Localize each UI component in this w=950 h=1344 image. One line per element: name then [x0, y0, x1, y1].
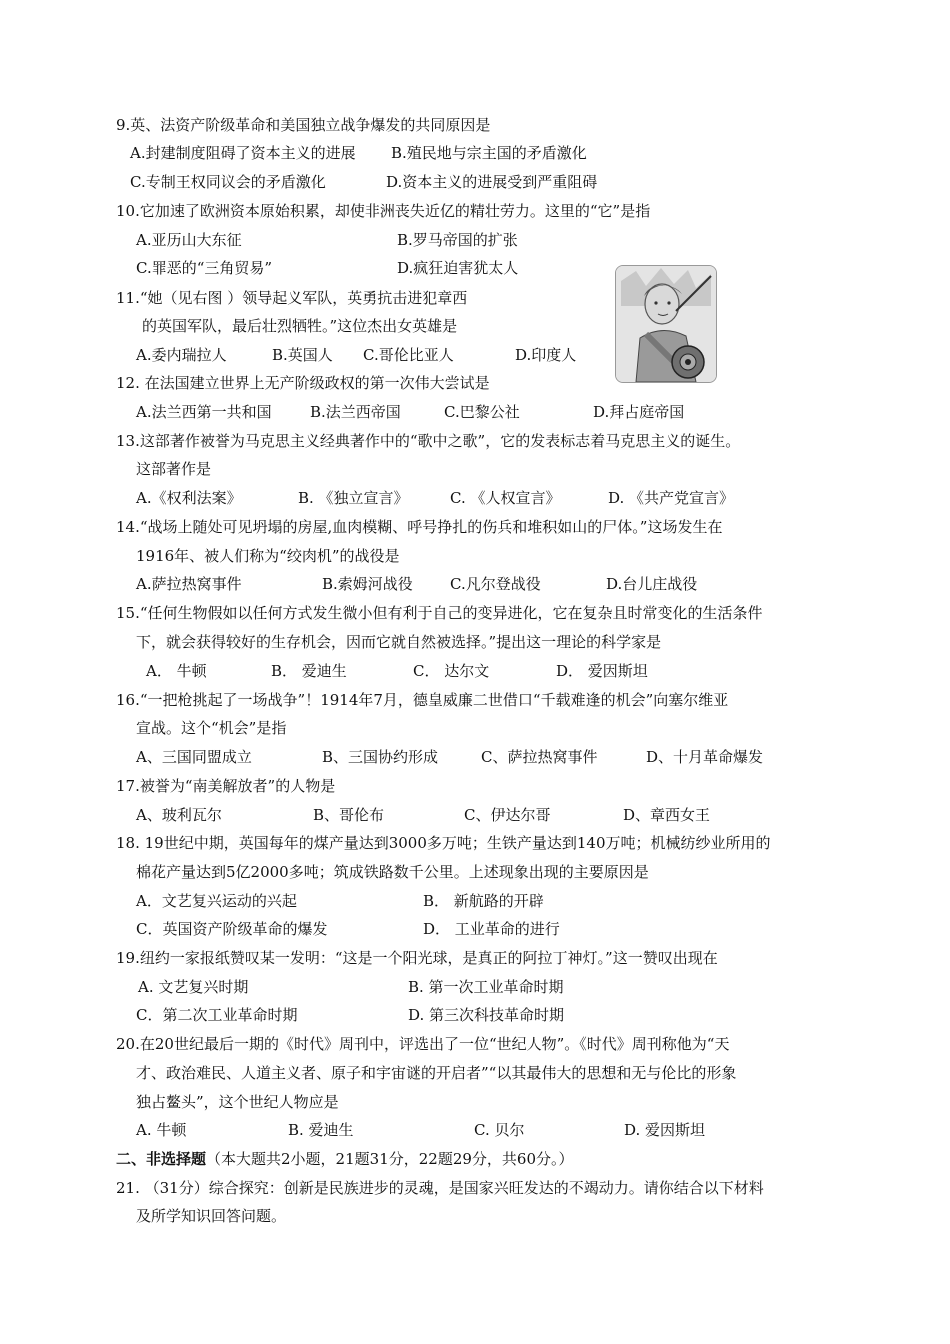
option-15-a: A． 牛顿	[146, 662, 207, 680]
option-20-b: B. 爱迪生	[288, 1121, 354, 1139]
option-13-a: A.《权利法案》	[136, 489, 242, 507]
option-20-c: C. 贝尔	[474, 1121, 525, 1139]
option-17-c: C、伊达尔哥	[464, 806, 551, 824]
option-12-a: A.法兰西第一共和国	[136, 403, 272, 421]
option-17-a: A、玻利瓦尔	[136, 806, 222, 824]
question-11-stem-line-1: 11.“她（见右图 ）领导起义军队，英勇抗击进犯章西	[116, 289, 468, 307]
question-10-stem: 10.它加速了欧洲资本原始积累，却使非洲丧失近亿的精壮劳力。这里的“它”是指	[116, 202, 651, 220]
option-17-b: B、哥伦布	[313, 806, 385, 824]
question-19-stem: 19.纽约一家报纸赞叹某一发明：“这是一个阳光球，是真正的阿拉丁神灯。”这一赞叹出现在	[116, 949, 718, 967]
portrait-drawing	[616, 266, 716, 382]
question-20-stem-line-2: 才、政治难民、人道主义者、原子和宇宙谜的开启者”“以其最伟大的思想和无与伦比的形象	[136, 1064, 737, 1082]
option-12-c: C.巴黎公社	[444, 403, 520, 421]
option-20-a: A. 牛顿	[136, 1121, 187, 1139]
option-10-b: B.罗马帝国的扩张	[397, 231, 518, 249]
option-15-d: D． 爱因斯坦	[556, 662, 648, 680]
question-13-stem-line-2: 这部著作是	[136, 460, 212, 478]
question-20-stem-line-3: 独占鳌头”，这个世纪人物应是	[136, 1093, 339, 1111]
option-16-c: C、萨拉热窝事件	[481, 748, 598, 766]
option-11-b: B.英国人	[272, 346, 333, 364]
option-19-a: A. 文艺复兴时期	[138, 978, 249, 996]
option-13-c: C. 《人权宣言》	[450, 489, 561, 507]
question-9-stem: 9.英、法资产阶级革命和美国独立战争爆发的共同原因是	[116, 116, 491, 134]
question-15-stem-line-2: 下，就会获得较好的生存机会，因而它就自然被选择。”提出这一理论的科学家是	[136, 633, 662, 651]
option-18-d: D． 工业革命的进行	[423, 920, 560, 938]
option-17-d: D、章西女王	[623, 806, 711, 824]
option-16-a: A、三国同盟成立	[136, 748, 252, 766]
option-12-d: D.拜占庭帝国	[593, 403, 685, 421]
question-16-stem-line-2: 宣战。这个“机会”是指	[136, 719, 287, 737]
section-2-title: 二、非选择题	[116, 1150, 207, 1168]
option-11-c: C.哥伦比亚人	[363, 346, 454, 364]
section-2-heading	[116, 1149, 574, 1169]
option-12-b: B.法兰西帝国	[310, 403, 401, 421]
question-21-stem-line-1: 21. （31分）综合探究：创新是民族进步的灵魂，是国家兴旺发达的不竭动力。请你结合以下材料	[116, 1179, 764, 1197]
section-2-note: （本大题共2小题，21题31分，22题29分，共60分。）	[206, 1150, 574, 1168]
option-19-c: C．第二次工业革命时期	[136, 1006, 298, 1024]
option-16-d: D、十月革命爆发	[646, 748, 764, 766]
question-15-stem-line-1: 15.“任何生物假如以任何方式发生微小但有利于自己的变异进化，它在复杂且时常变化的生活条件	[116, 604, 763, 622]
question-16-stem-line-1: 16.“一把枪挑起了一场战争”！1914年7月，德皇威廉二世借口“千载难逢的机会”向塞尔维亚	[116, 691, 729, 709]
option-9-a: A.封建制度阻碍了资本主义的进展	[130, 144, 356, 162]
option-14-a: A.萨拉热窝事件	[136, 575, 242, 593]
question-13-stem-line-1: 13.这部著作被誉为马克思主义经典著作中的“歌中之歌”，它的发表标志着马克思主义的诞生。	[116, 432, 741, 450]
option-9-c: C.专制王权同议会的矛盾激化	[130, 173, 326, 191]
option-11-d: D.印度人	[515, 346, 577, 364]
question-18-stem-line-2: 棉花产量达到5亿2000多吨；筑成铁路数千公里。上述现象出现的主要原因是	[136, 863, 649, 881]
question-11-stem-line-2: 的英国军队，最后壮烈牺牲。”这位杰出女英雄是	[142, 317, 458, 335]
option-18-c: C．英国资产阶级革命的爆发	[136, 920, 328, 938]
option-16-b: B、三国协约形成	[322, 748, 439, 766]
option-19-d: D. 第三次科技革命时期	[408, 1006, 565, 1024]
question-14-stem-line-1: 14.“战场上随处可见坍塌的房屋,血肉模糊、呼号挣扎的伤兵和堆积如山的尸体。”这场发生在	[116, 518, 723, 536]
option-19-b: B. 第一次工业革命时期	[408, 978, 564, 996]
question-12-stem: 12. 在法国建立世界上无产阶级政权的第一次伟大尝试是	[116, 374, 490, 392]
option-18-a: A．文艺复兴运动的兴起	[136, 892, 297, 910]
option-13-b: B. 《独立宣言》	[298, 489, 409, 507]
option-14-c: C.凡尔登战役	[450, 575, 541, 593]
option-14-b: B.索姆河战役	[322, 575, 413, 593]
option-9-b: B.殖民地与宗主国的矛盾激化	[391, 144, 587, 162]
option-14-d: D.台儿庄战役	[606, 575, 698, 593]
option-9-d: D.资本主义的进展受到严重阻碍	[386, 173, 598, 191]
option-10-d: D.疯狂迫害犹太人	[397, 259, 519, 277]
option-18-b: B． 新航路的开辟	[423, 892, 544, 910]
question-20-stem-line-1: 20.在20世纪最后一期的《时代》周刊中，评选出了一位“世纪人物”。《时代》周刊称他为“天	[116, 1035, 730, 1053]
question-17-stem: 17.被誉为“南美解放者”的人物是	[116, 777, 336, 795]
question-21-stem-line-2: 及所学知识回答问题。	[136, 1207, 287, 1225]
option-11-a: A.委内瑞拉人	[136, 346, 227, 364]
option-10-c: C.罪恶的“三角贸易”	[136, 259, 273, 277]
option-10-a: A.亚历山大东征	[136, 231, 242, 249]
question-18-stem-line-1: 18. 19世纪中期，英国每年的煤产量达到3000多万吨；生铁产量达到140万吨；机械纺纱业所用的	[116, 834, 771, 852]
option-15-b: B． 爱迪生	[271, 662, 347, 680]
option-20-d: D. 爱因斯坦	[624, 1121, 706, 1139]
heroine-portrait-image	[615, 265, 717, 383]
option-15-c: C． 达尔文	[413, 662, 490, 680]
question-14-stem-line-2: 1916年、被人们称为“绞肉机”的战役是	[136, 547, 400, 565]
option-13-d: D. 《共产党宣言》	[608, 489, 735, 507]
